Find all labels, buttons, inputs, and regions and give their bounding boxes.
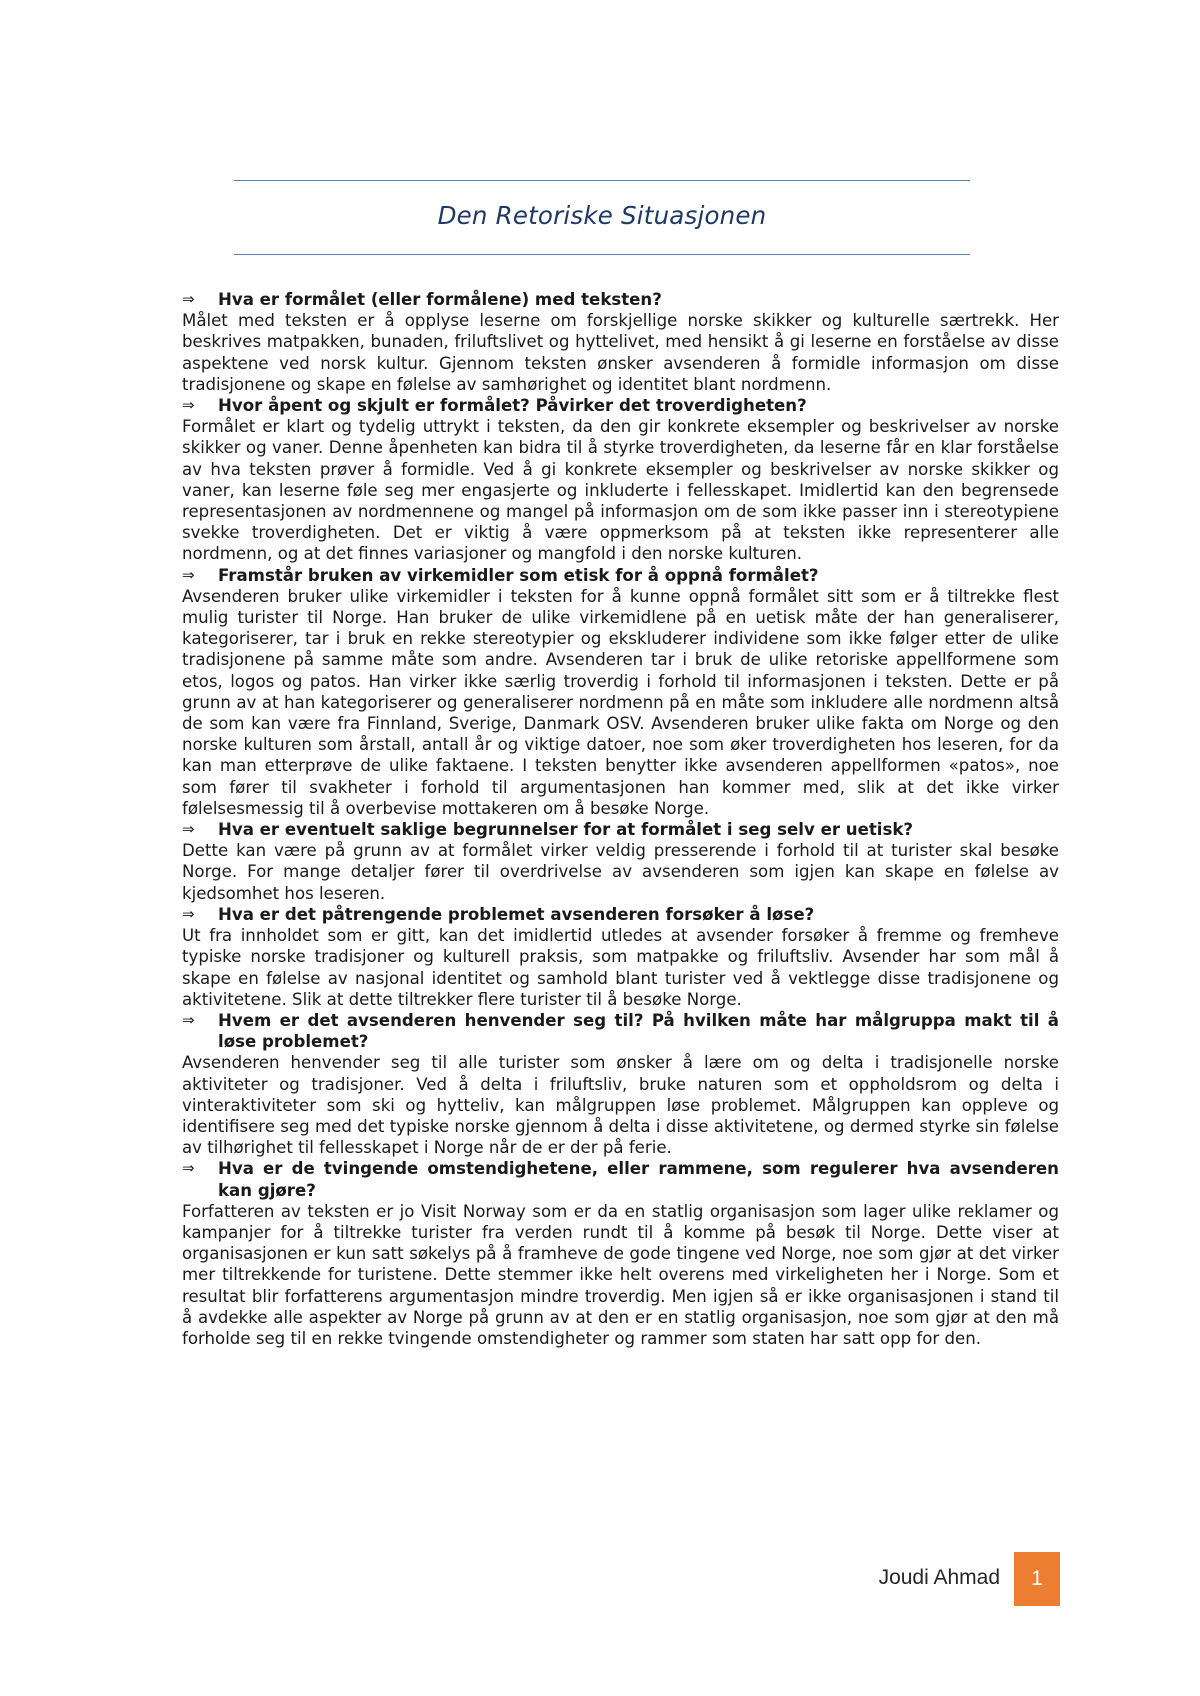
- answer-6: Avsenderen henvender seg til alle turister som ønsker å lære om og delta i tradisjonelle norske aktiviteter og tradisjoner. Ved å delta i friluftsliv, bruke naturen som et oppholdsrom og delta i vinteraktiviteter som ski og hytteliv, kan målgruppen løse problemet. Målgruppen kan oppleve og identifisere seg med det typiske norske gjennom å delta i disse aktivitetene, og dermed styrke sin følelse av tilhørighet til fellesskapet i Norge når de er der på ferie.: [182, 1053, 1059, 1158]
- answer-7: Forfatteren av teksten er jo Visit Norway som er da en statlig organisasjon som lager ulike reklamer og kampanjer for å tiltrekke turister fra verden rundt til å komme på besøk til Norge. Dette viser at organisasjonen er kun satt søkelys på å framheve de gode tingene ved Norge, noe som gjør at det virker mer tiltrekkende for turistene. Dette stemmer ikke helt overens med virkeligheten her i Norge. Som et resultat blir forfatterens argumentasjon mindre troverdig. Men igjen så er ikke organisasjonen i stand til å avdekke alle aspekter av Norge på grunn av at den er en statlig organisasjon, noe som gjør at den må forholde seg til en rekke tvingende omstendigheter og rammer som staten har satt opp for den.: [182, 1201, 1059, 1348]
- answer-1: Målet med teksten er å opplyse leserne om forskjellige norske skikker og kulturelle særtrekk. Her beskrives matpakken, bunaden, friluftslivet og hyttelivet, med hensikt å gi leserne en forståelse av disse aspektene ved norsk kultur. Gjennom teksten ønsker avsenderen å formidle informasjon om disse tradisjonene og skape en følelse av samhørighet og identitet blant nordmenn.: [182, 311, 1059, 394]
- question-text: Framstår bruken av virkemidler som etisk for å oppnå formålet?: [218, 565, 819, 585]
- arrow-icon: ⇒: [182, 290, 195, 308]
- question-text: Hva er de tvingende omstendighetene, eller rammene, som regulerer hva avsenderen kan gjøre?: [218, 1159, 1059, 1200]
- page-number-badge: 1: [1014, 1552, 1060, 1606]
- arrow-icon: ⇒: [182, 565, 195, 584]
- question-7: [182, 1158, 1059, 1200]
- question-text: Hvem er det avsenderen henvender seg til? På hvilken måte har målgruppa makt til å løse problemet?: [218, 1010, 1059, 1052]
- arrow-icon: ⇒: [182, 1010, 195, 1029]
- question-6: [182, 1010, 1059, 1052]
- question-text: Hva er formålet (eller formålene) med teksten?: [218, 290, 662, 309]
- arrow-icon: ⇒: [182, 820, 195, 839]
- question-4: [182, 819, 1059, 840]
- question-3: [182, 565, 1059, 586]
- question-text: Hvor åpent og skjult er formålet? Påvirker det troverdigheten?: [218, 396, 807, 416]
- document-title: Den Retoriske Situasjonen: [437, 201, 767, 230]
- answer-5: Ut fra innholdet som er gitt, kan det imidlertid utledes at avsender forsøker å fremme og fremheve typiske norske tradisjoner og kulturell praksis, som matpakke og friluftsliv. Avsender har som mål å skape en følelse av nasjonal identitet og samhold blant turister ved å vektlegge disse tradisjonene og aktivitetene. Slik at dette tiltrekker flere turister til å besøke Norge.: [182, 926, 1059, 1009]
- question-1: [182, 289, 1059, 310]
- question-2: [182, 395, 1059, 416]
- arrow-icon: ⇒: [182, 396, 195, 415]
- title-top-rule: [234, 180, 970, 181]
- title-bottom-rule: [234, 254, 970, 255]
- arrow-icon: ⇒: [182, 904, 195, 923]
- answer-2: Formålet er klart og tydelig uttrykt i teksten, da den gir konkrete eksempler og beskrivelser av norske skikker og vaner. Denne åpenheten kan bidra til å styrke troverdigheten, da leserne får en klar forståelse av hva teksten prøver å formidle. Ved å gi konkrete eksempler og beskrivelser av norske skikker og vaner, kan leserne føle seg mer engasjerte og inkluderte i fellesskapet. Imidlertid kan den begrensede representasjonen av nordmennene og mangel på informasjon om de som ikke passer inn i stereotypiene svekke troverdigheten. Det er viktig å være oppmerksom på at teksten ikke representerer alle nordmenn, og at det finnes variasjoner og mangfold i den norske kulturen.: [182, 417, 1059, 564]
- answer-3: Avsenderen bruker ulike virkemidler i teksten for å kunne oppnå formålet sitt som er å tiltrekke flest mulig turister til Norge. Han bruker de ulike virkemidlene på en uetisk måte der han generaliserer, kategoriserer, tar i bruk en rekke stereotypier og ekskluderer individene som ikke følger etter de ulike tradisjonene på samme måte som andre. Avsenderen tar i bruk de ulike retoriske appellformene som etos, logos og patos. Han virker ikke særlig troverdig i forhold til informasjonen i teksten. Dette er på grunn av at han kategoriserer og generaliserer nordmenn på en måte som inkludere alle nordmenn altså de som kan være fra Finnland, Sverige, Danmark OSV. Avsenderen bruker ulike fakta om Norge og den norske kulturen som årstall, antall år og viktige datoer, noe som øker troverdigheten hos leseren, for da kan man etterprøve de ulike faktaene. I teksten benytter ikke avsenderen appellformen «patos», noe som fører til svakheter i forhold til argumentasjonen han kommer med, slik at det ikke virker følelsesmessig til å overbevise mottakeren om å besøke Norge.: [182, 586, 1059, 818]
- question-text: Hva er eventuelt saklige begrunnelser for at formålet i seg selv er uetisk?: [218, 820, 914, 840]
- document-body: [182, 289, 1059, 1349]
- title-block: [234, 180, 970, 255]
- arrow-icon: ⇒: [182, 1159, 195, 1178]
- answer-4: Dette kan være på grunn av at formålet virker veldig presserende i forhold til at turister skal besøke Norge. For mange detaljer fører til overdrivelse av avsenderen som igjen kan skape en følelse av kjedsomhet hos leseren.: [182, 841, 1059, 903]
- page-footer: [870, 1552, 1060, 1606]
- author-name: Joudi Ahmad: [878, 1566, 1000, 1589]
- question-text: Hva er det påtrengende problemet avsenderen forsøker å løse?: [218, 904, 815, 924]
- question-5: [182, 904, 1059, 925]
